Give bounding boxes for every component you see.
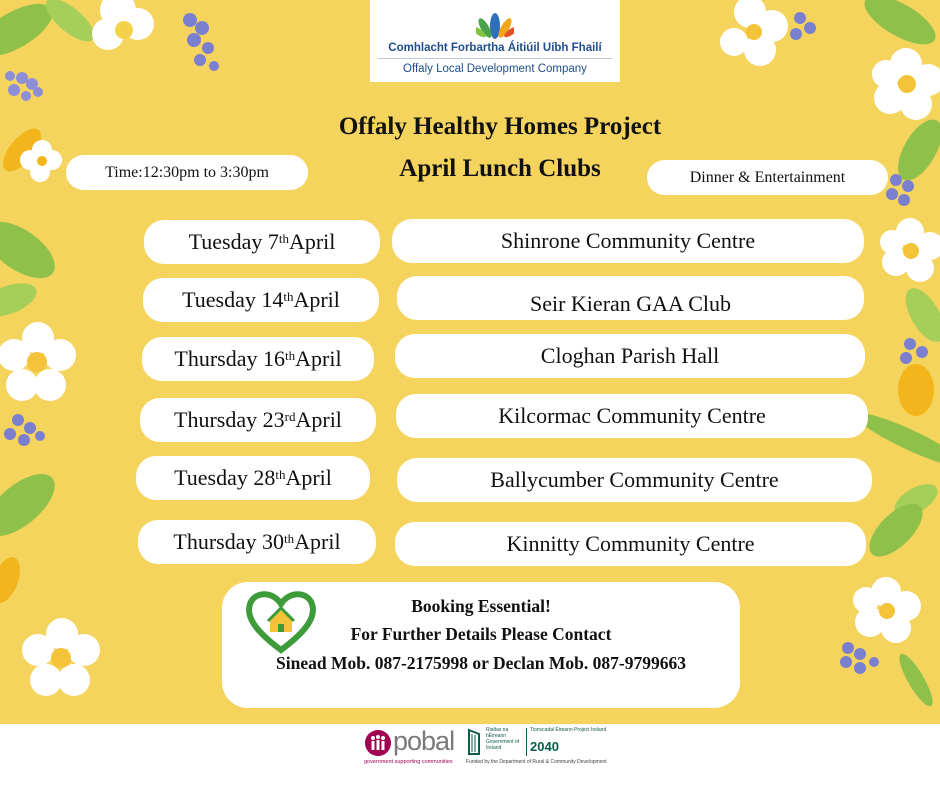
date-month: April	[295, 407, 342, 432]
event-venue: Kilcormac Community Centre	[396, 394, 868, 438]
date-day: Thursday 23	[174, 407, 285, 432]
date-day: Tuesday 14	[182, 287, 284, 312]
olcd-leaf-icon	[476, 6, 514, 40]
date-month: April	[293, 287, 340, 312]
harp-icon	[465, 728, 483, 756]
event-date: Thursday 16 $^{th}$ April	[142, 337, 374, 381]
date-day: Thursday 30	[173, 529, 284, 554]
government-of-ireland-label: Rialtas na hÉireann Government of Ireland	[486, 727, 520, 751]
time-badge: Time:12:30pm to 3:30pm	[66, 155, 308, 190]
page-subtitle: April Lunch Clubs	[399, 155, 601, 182]
page-title: Offaly Healthy Homes Project	[338, 113, 662, 140]
date-day: Tuesday 7	[188, 229, 279, 254]
date-month: April	[295, 346, 342, 371]
event-date: Tuesday 7 $^{th}$ April	[144, 220, 380, 264]
pobal-tagline: government supporting communities	[364, 759, 453, 765]
booking-phone-numbers: Sinead Mob. 087-2175998 or Declan Mob. 087-9799663	[276, 653, 686, 673]
booking-essential: Booking Essential!	[411, 596, 551, 616]
event-date: Thursday 23 $^{rd}$ April	[140, 398, 376, 442]
flower-decoration-left	[0, 0, 110, 724]
flower-decoration-top	[90, 0, 350, 90]
booking-box	[222, 582, 740, 708]
logo-irish-name: Comhlacht Forbartha Áitiúil Uíbh Fhailí	[388, 42, 602, 54]
date-day: Tuesday 28	[174, 465, 276, 490]
event-venue: Seir Kieran GAA Club	[397, 276, 864, 320]
olcd-logo	[370, 0, 620, 82]
funded-by-label: Funded by the Department of Rural & Community Development	[466, 759, 607, 765]
event-venue: Ballycumber Community Centre	[397, 458, 872, 502]
date-month: April	[285, 465, 332, 490]
footer	[0, 724, 940, 788]
event-date: Thursday 30 $^{th}$ April	[138, 520, 376, 564]
footer-divider	[526, 728, 527, 756]
event-date: Tuesday 14 $^{th}$ April	[143, 278, 379, 322]
event-venue: Shinrone Community Centre	[392, 219, 864, 263]
booking-contact-intro: For Further Details Please Contact	[350, 624, 612, 644]
project-ireland-year: 2040	[530, 739, 559, 754]
date-month: April	[288, 229, 336, 254]
date-month: April	[294, 529, 341, 554]
event-date: Tuesday 28 $^{th}$ April	[136, 456, 370, 500]
logo-english-name: Offaly Local Development Company	[403, 63, 587, 75]
date-day: Thursday 16	[174, 346, 285, 371]
dinner-badge: Dinner & Entertainment	[647, 160, 888, 195]
logo-divider	[378, 58, 612, 59]
project-ireland-label: Tionscadal Éireann Project Ireland	[530, 727, 607, 733]
pobal-logo-icon	[364, 729, 392, 759]
event-venue: Cloghan Parish Hall	[395, 334, 865, 378]
pobal-wordmark: pobal	[393, 726, 455, 756]
event-venue: Kinnitty Community Centre	[395, 522, 866, 566]
